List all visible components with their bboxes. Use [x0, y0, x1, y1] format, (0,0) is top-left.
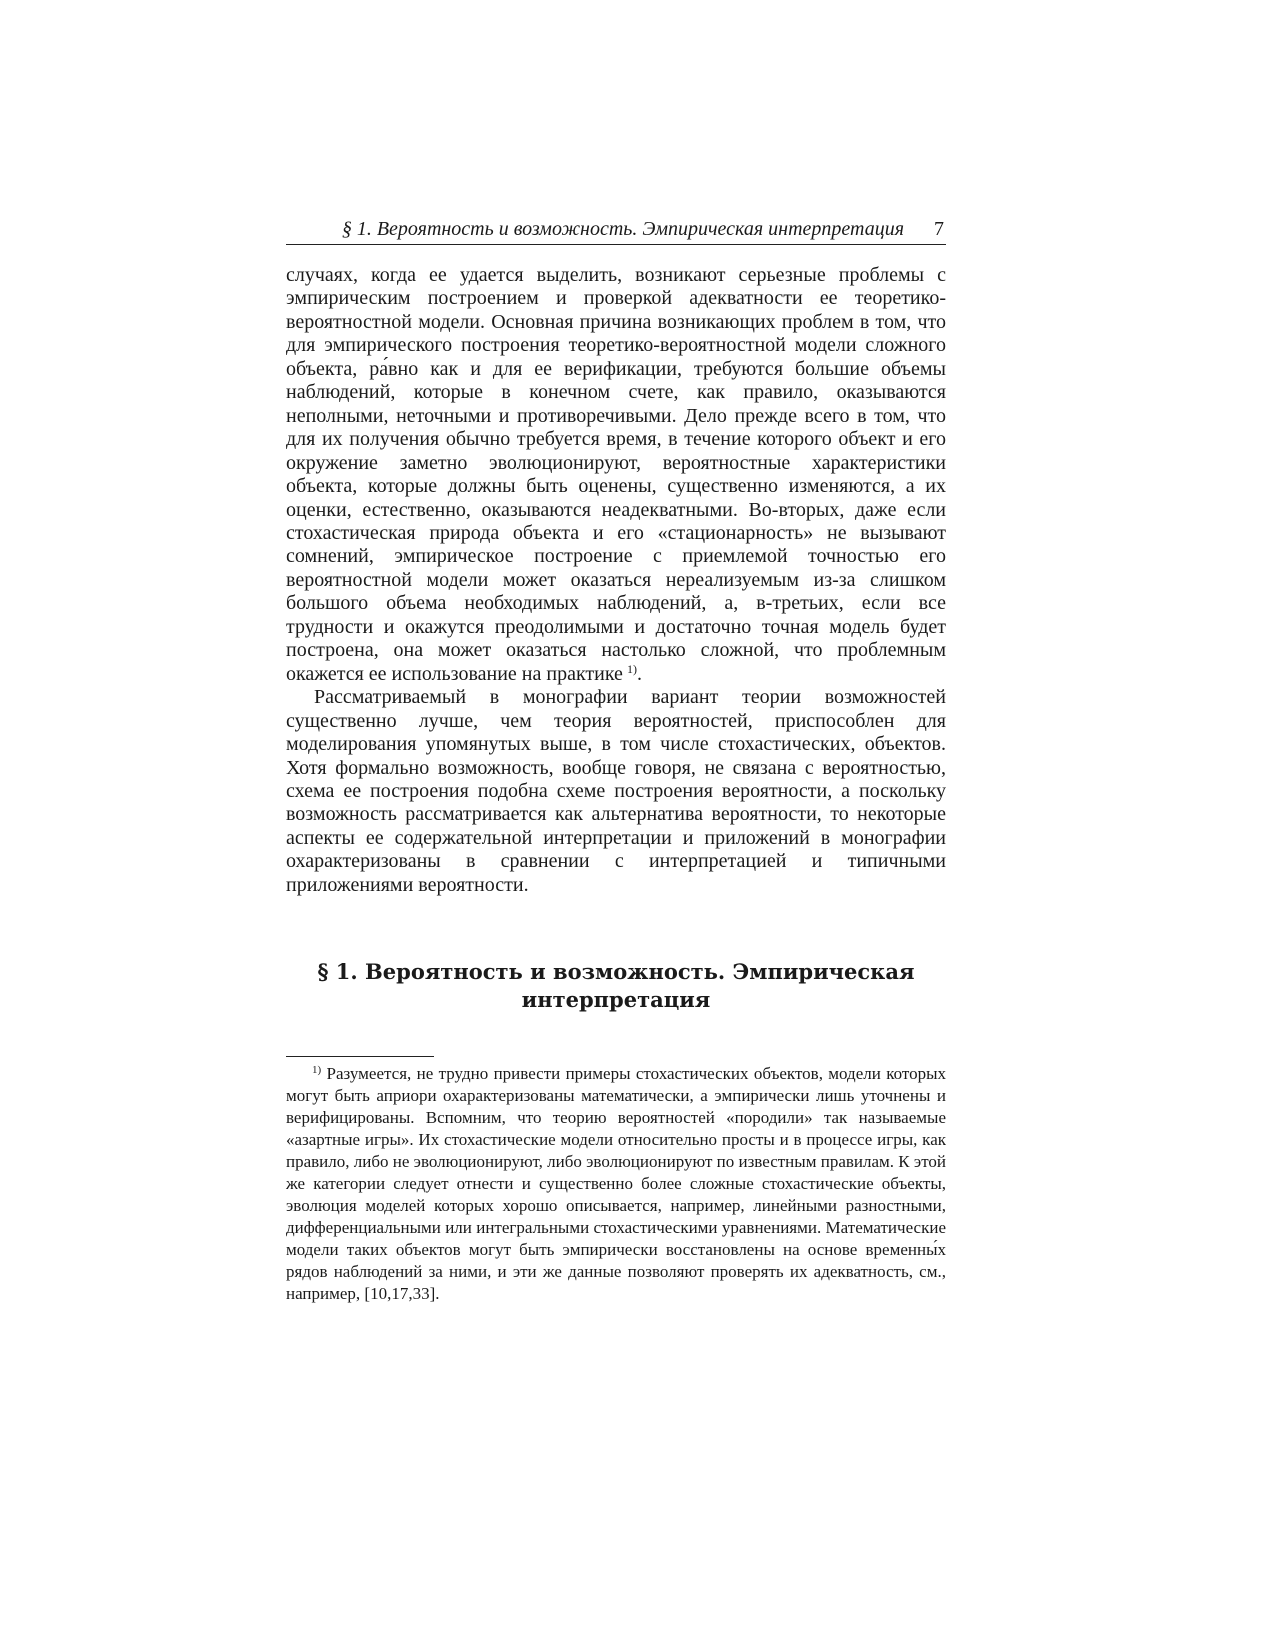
paragraph-continued — [286, 264, 946, 686]
footnote-marker: 1) — [312, 1064, 322, 1076]
section-heading-line: интерпретация — [521, 987, 711, 1012]
paragraph-text: случаях, когда ее удается выделить, возникают серьезные проблемы с эмпирическим построением и проверкой адекватности ее теоретико-вероятностной модели. Основная причина возникающих проблем в том, что для эмпирического построения теоретико-вероятностной модели сложного объекта, ра́вно как и для ее верификации, требуются большие объемы наблюдений, которые в конечном счете, как правило, оказываются неполными, неточными и противоречивыми. Дело прежде всего в том, что для их получения обычно требуется время, в течение которого объект и его окружение заметно эволюционируют, вероятностные характеристики объекта, которые должны быть оценены, существенно изменяются, а их оценки, естественно, оказываются неадекватными. Во-вторых, даже если стохастическая природа объекта и его «стационарность» не вызывают сомнений, эмпирическое построение с приемлемой точностью его вероятностной модели может оказаться нереализуемым из-за слишком большого объема необходимых наблюдений, а, в-третьих, если все трудности и окажутся преодолимыми и достаточно точная модель будет построена, она может оказаться настолько сложной, что проблемным окажется ее использование на практике — [286, 264, 946, 685]
footnote-reference[interactable]: 1) — [626, 661, 637, 676]
running-head-title: § 1. Вероятность и возможность. Эмпирическая интерпретация — [341, 218, 904, 240]
page-number: 7 — [934, 218, 944, 240]
running-head — [286, 216, 946, 245]
paragraph: Рассматриваемый в монографии вариант теории возможностей существенно лучше, чем теория вероятностей, приспособлен для моделирования упомянутых выше, в том числе стохастических, объектов. Хотя формально возможность, вообще говоря, не связана с вероятностью, схема ее построения подобна схеме построения вероятности, а поскольку возможность рассматривается как альтернатива вероятности, то некоторые аспекты ее содержательной интерпретации и приложений в монографии охарактеризованы в сравнении с интерпретацией и типичными приложениями вероятности. — [286, 686, 946, 896]
section-heading-line: § 1. Вероятность и возможность. Эмпирическая — [317, 959, 915, 984]
section-heading — [286, 958, 946, 1014]
footnote — [286, 1063, 946, 1305]
footnote-text: Разумеется, не трудно привести примеры стохастических объектов, модели которых могут быть априори охарактеризованы математически, а эмпирически лишь уточнены и верифицированы. Вспомним, что теорию вероятностей «породили» так называемые «азартные игры». Их стохастические модели относительно просты и в процессе игры, как правило, либо не эволюционируют, либо эволюционируют по известным правилам. К этой же категории следует отнести и существенно более сложные стохастические объекты, эволюция моделей которых хорошо описывается, например, линейными разностными, дифференциальными или интегральными стохастическими уравнениями. Математические модели таких объектов могут быть эмпирически восстановлены на основе временны́х рядов наблюдений за ними, и эти же данные позволяют проверять их адекватность, см., например, [10,17,33]. — [286, 1064, 946, 1303]
body-text — [286, 264, 946, 897]
paragraph-tail: . — [636, 662, 642, 685]
footnote-rule — [286, 1056, 434, 1057]
